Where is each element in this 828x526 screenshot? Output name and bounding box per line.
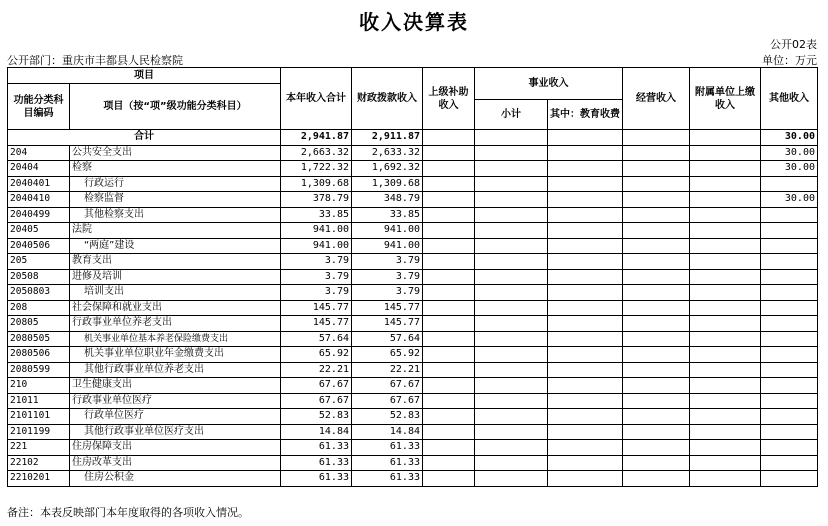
header-other: 其他收入: [761, 68, 818, 130]
row-code: 2210201: [8, 471, 70, 487]
row-name: 培训支出: [70, 285, 281, 301]
row-total: 22.21: [281, 362, 352, 378]
row-code: 204: [8, 145, 70, 161]
table-row: [8, 455, 818, 471]
row-fiscal: 57.64: [352, 331, 423, 347]
row-total: 33.85: [281, 207, 352, 223]
row-name: “两庭”建设: [70, 238, 281, 254]
table-row: [8, 378, 818, 394]
table-row: [8, 238, 818, 254]
row-code: 2040401: [8, 176, 70, 192]
row-name: 社会保障和就业支出: [70, 300, 281, 316]
row-other: [761, 176, 818, 192]
row-other: 30.00: [761, 145, 818, 161]
row-other: [761, 347, 818, 363]
row-fiscal: 3.79: [352, 269, 423, 285]
page-title: 收入决算表: [359, 10, 469, 34]
row-code: 208: [8, 300, 70, 316]
row-code: 20405: [8, 223, 70, 239]
row-fiscal: 61.33: [352, 471, 423, 487]
row-name: 卫生健康支出: [70, 378, 281, 394]
row-total: 52.83: [281, 409, 352, 425]
row-name: 其他行政事业单位医疗支出: [70, 424, 281, 440]
row-other: [761, 207, 818, 223]
row-fiscal: 61.33: [352, 440, 423, 456]
header-operating: 经营收入: [623, 68, 690, 130]
table-row: [8, 207, 818, 223]
row-code: 20404: [8, 161, 70, 177]
header-fiscal: 财政拨款收入: [352, 68, 423, 130]
row-code: 2101101: [8, 409, 70, 425]
row-fiscal: 22.21: [352, 362, 423, 378]
row-code: 205: [8, 254, 70, 270]
row-total: 3.79: [281, 269, 352, 285]
row-code: 2050803: [8, 285, 70, 301]
row-total: 145.77: [281, 316, 352, 332]
row-total: 941.00: [281, 223, 352, 239]
row-other: [761, 223, 818, 239]
sum-other: 30.00: [761, 130, 818, 146]
sum-total: 2,941.87: [281, 130, 352, 146]
row-code: 21011: [8, 393, 70, 409]
row-fiscal: 348.79: [352, 192, 423, 208]
row-other: [761, 238, 818, 254]
table-row: [8, 254, 818, 270]
row-other: [761, 269, 818, 285]
row-code: 20508: [8, 269, 70, 285]
row-total: 2,663.32: [281, 145, 352, 161]
row-fiscal: 1,692.32: [352, 161, 423, 177]
table-row: [8, 409, 818, 425]
row-total: 65.92: [281, 347, 352, 363]
header-total: 本年收入合计: [281, 68, 352, 130]
table-row: [8, 440, 818, 456]
table-row: [8, 192, 818, 208]
row-total: 14.84: [281, 424, 352, 440]
row-total: 67.67: [281, 378, 352, 394]
row-code: 2040499: [8, 207, 70, 223]
row-fiscal: 3.79: [352, 285, 423, 301]
row-total: 3.79: [281, 254, 352, 270]
header-subtotal: 小计: [475, 100, 548, 130]
row-name: 进修及培训: [70, 269, 281, 285]
row-fiscal: 65.92: [352, 347, 423, 363]
row-total: 67.67: [281, 393, 352, 409]
table-row: [8, 362, 818, 378]
row-name: 住房公积金: [70, 471, 281, 487]
row-fiscal: 14.84: [352, 424, 423, 440]
row-name: 住房改革支出: [70, 455, 281, 471]
header-name: 项目（按“项”级功能分类科目）: [70, 84, 281, 130]
row-total: 57.64: [281, 331, 352, 347]
unit-label: 单位：万元: [762, 54, 817, 67]
row-fiscal: 33.85: [352, 207, 423, 223]
table-row: [8, 285, 818, 301]
header-superior: 上级补助收入: [423, 68, 475, 130]
row-other: [761, 362, 818, 378]
table-row: [8, 223, 818, 239]
row-name: 机关事业单位职业年金缴费支出: [70, 347, 281, 363]
table-row: [8, 300, 818, 316]
row-code: 22102: [8, 455, 70, 471]
row-other: [761, 316, 818, 332]
row-total: 1,722.32: [281, 161, 352, 177]
row-other: [761, 254, 818, 270]
row-fiscal: 61.33: [352, 455, 423, 471]
row-other: [761, 331, 818, 347]
row-fiscal: 52.83: [352, 409, 423, 425]
row-total: 145.77: [281, 300, 352, 316]
row-name: 其他行政事业单位养老支出: [70, 362, 281, 378]
row-other: [761, 440, 818, 456]
header-affiliated: 附属单位上缴收入: [690, 68, 761, 130]
row-name: 行政事业单位养老支出: [70, 316, 281, 332]
row-code: 2101199: [8, 424, 70, 440]
department-label: 公开部门：重庆市丰都县人民检察院: [7, 54, 183, 67]
table-row: [8, 331, 818, 347]
row-code: 2040410: [8, 192, 70, 208]
row-fiscal: 941.00: [352, 238, 423, 254]
table-row: [8, 424, 818, 440]
row-total: 378.79: [281, 192, 352, 208]
row-total: 3.79: [281, 285, 352, 301]
row-name: 机关事业单位基本养老保险缴费支出: [70, 331, 281, 347]
table-row: [8, 393, 818, 409]
row-other: [761, 393, 818, 409]
row-name: 行政运行: [70, 176, 281, 192]
header-of-which: 其中：教育收费: [548, 100, 623, 130]
header-code: 功能分类科目编码: [8, 84, 70, 130]
row-name: 行政单位医疗: [70, 409, 281, 425]
footnote: 备注：本表反映部门本年度取得的各项收入情况。: [7, 506, 249, 519]
table-row: [8, 471, 818, 487]
row-name: 检察监督: [70, 192, 281, 208]
row-fiscal: 145.77: [352, 300, 423, 316]
sum-label: 合计: [8, 130, 281, 146]
row-total: 61.33: [281, 440, 352, 456]
row-other: [761, 285, 818, 301]
row-total: 1,309.68: [281, 176, 352, 192]
row-total: 941.00: [281, 238, 352, 254]
income-table: [7, 67, 818, 487]
row-name: 教育支出: [70, 254, 281, 270]
row-other: [761, 455, 818, 471]
row-fiscal: 2,633.32: [352, 145, 423, 161]
row-other: [761, 409, 818, 425]
table-row: [8, 316, 818, 332]
row-fiscal: 67.67: [352, 393, 423, 409]
row-code: 221: [8, 440, 70, 456]
row-total: 61.33: [281, 471, 352, 487]
row-code: 2080599: [8, 362, 70, 378]
row-other: [761, 300, 818, 316]
row-other: [761, 378, 818, 394]
row-fiscal: 941.00: [352, 223, 423, 239]
form-number: 公开02表: [770, 38, 817, 51]
row-code: 2080505: [8, 331, 70, 347]
row-code: 210: [8, 378, 70, 394]
row-name: 法院: [70, 223, 281, 239]
row-name: 其他检察支出: [70, 207, 281, 223]
row-fiscal: 67.67: [352, 378, 423, 394]
table-row: [8, 347, 818, 363]
row-name: 行政事业单位医疗: [70, 393, 281, 409]
row-code: 2040506: [8, 238, 70, 254]
header-business: 事业收入: [475, 68, 623, 100]
row-fiscal: 3.79: [352, 254, 423, 270]
row-code: 2080506: [8, 347, 70, 363]
table-row: [8, 145, 818, 161]
table-row: [8, 176, 818, 192]
row-total: 61.33: [281, 455, 352, 471]
row-name: 检察: [70, 161, 281, 177]
header-item: 项目: [8, 68, 281, 84]
row-fiscal: 145.77: [352, 316, 423, 332]
row-other: 30.00: [761, 192, 818, 208]
row-fiscal: 1,309.68: [352, 176, 423, 192]
sum-row: [8, 130, 818, 146]
row-name: 公共安全支出: [70, 145, 281, 161]
row-name: 住房保障支出: [70, 440, 281, 456]
table-row: [8, 161, 818, 177]
sum-fiscal: 2,911.87: [352, 130, 423, 146]
row-other: [761, 471, 818, 487]
row-other: 30.00: [761, 161, 818, 177]
row-code: 20805: [8, 316, 70, 332]
row-other: [761, 424, 818, 440]
table-row: [8, 269, 818, 285]
